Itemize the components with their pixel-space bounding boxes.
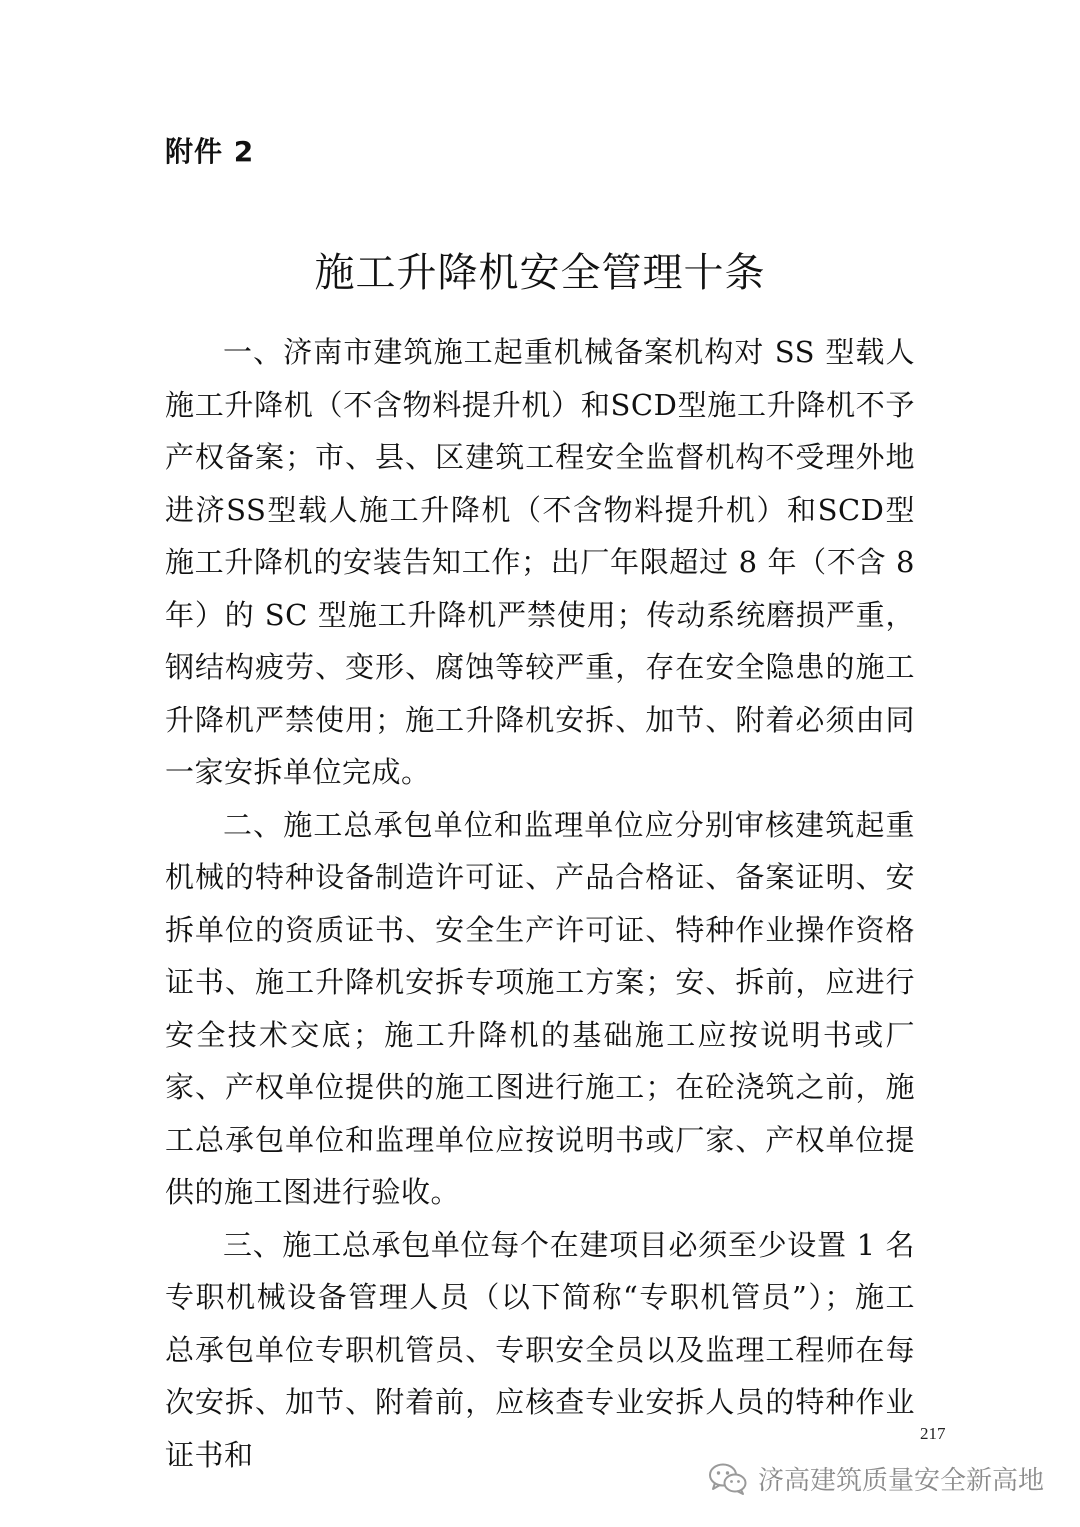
watermark-text: 济高建筑质量安全新高地 [757,1466,1044,1496]
document-title: 施工升降机安全管理十条 [314,249,766,296]
watermark [708,1460,1044,1497]
paragraph-2: 二、施工总承包单位和监理单位应分别审核建筑起重机械的特种设备制造许可证、产品合格证、备案证明、安拆单位的资质证书、安全生产许可证、特种作业操作资格证书、施工升降机安拆专项施工方案；安、拆前，应进行安全技术交底；施工升降机的基础施工应按说明书或厂家、产权单位提供的施工图进行施工；在砼浇筑之前，施工总承包单位和监理单位应按说明书或厂家、产权单位提供的施工图进行验收。 [165,807,915,1209]
annex-label: 附件 2 [165,135,255,168]
paragraph-1: 一、济南市建筑施工起重机械备案机构对 SS 型载人施工升降机（不含物料提升机）和SCD型施工升降机不予产权备案；市、县、区建筑工程安全监督机构不受理外地进济SS型载人施工升降机（不含物料提升机）和SCD型施工升降机的安装告知工作；出厂年限超过 8 年（不含 8 年）的 SC 型施工升降机严禁使用；传动系统磨损严重，钢结构疲劳、变形、腐蚀等较严重，存在安全隐患的施工升降机严禁使用；施工升降机安拆、加节、附着必须由同一家安拆单位完成。 [165,335,915,789]
wechat-icon [708,1462,748,1496]
document-body [165,326,915,1481]
paragraph-3: 三、施工总承包单位每个在建项目必须至少设置 1 名专职机械设备管理人员（以下简称“专职机管员”）；施工总承包单位专职机管员、专职安全员以及监理工程师在每次安拆、加节、附着前，应核查专业安拆人员的特种作业证书和 [165,1227,915,1472]
page-number: 217 [920,1424,946,1443]
